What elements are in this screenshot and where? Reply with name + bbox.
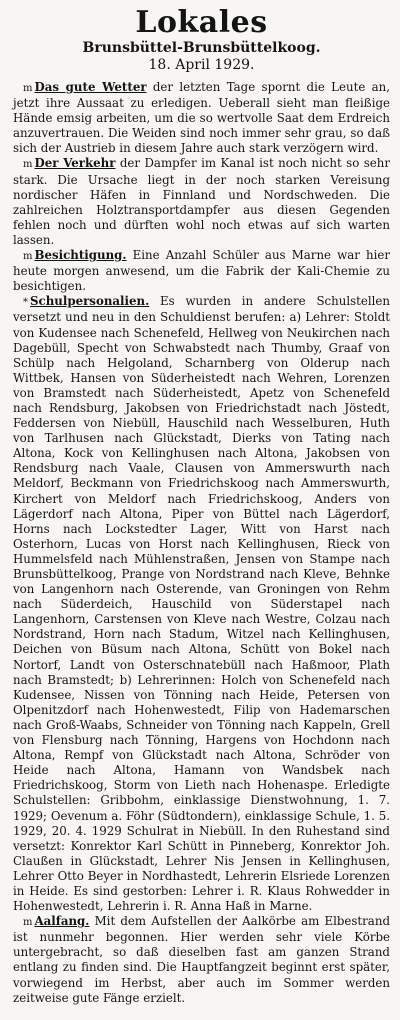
- paragraph-marker: m: [23, 159, 33, 171]
- paragraph-marker: m: [23, 917, 33, 929]
- section-heading: Lokales: [135, 5, 268, 40]
- issue-date: 18. April 1929.: [148, 57, 255, 73]
- dateline: Brunsbüttel-Brunsbüttelkoog.: [82, 40, 321, 56]
- paragraph-lead: Das gute Wetter: [34, 80, 147, 94]
- paragraph-traffic: [13, 156, 390, 248]
- article-body: [13, 80, 390, 1006]
- paragraph-marker: *: [23, 297, 28, 309]
- paragraph-school-personnel: [13, 294, 390, 914]
- paragraph-lead: Schulpersonalien.: [30, 294, 150, 309]
- paragraph-text: Mit dem Aufstellen der Aalkörbe am Elbestrand ist nunmehr begonnen. Hier werden sehr viele Körbe untergebracht, so daß dieselben fast am ganzen Strand entlang zu finden sind. Die Hauptfangzeit beginnt erst später, vorwiegend im Herbst, aber auch im Sommer werden zeitweise gute Fänge erzielt.: [13, 914, 390, 1005]
- paragraph-lead: Aalfang.: [34, 914, 90, 929]
- paragraph-eel-fishing: [13, 914, 390, 1006]
- paragraph-lead: Besichtigung.: [34, 248, 127, 263]
- paragraph-text: Eine Anzahl Schüler aus Marne war hier heute morgen anwesend, um die Fabrik der Kali-Chemie zu besichtigen.: [13, 248, 390, 294]
- paragraph-marker: m: [23, 251, 33, 263]
- paragraph-text: der Dampfer im Kanal ist noch nicht so sehr stark. Die Ursache liegt in der noch starken Vereisung nordischer Häfen in Finnland und Nordschweden. Die zahlreichen Holztransportdampfer aus diesen Gegenden fehlen noch und dürften wohl noch etwas auf sich warten lassen.: [13, 156, 390, 247]
- paragraph-weather: [13, 80, 390, 156]
- paragraph-marker: m: [23, 83, 33, 94]
- paragraph-text: Es wurden in andere Schulstellen versetzt und neu in den Schuldienst berufen: a) Lehrer: Stoldt von Kudensee nach Schenefeld, Hellweg von Neukirchen nach Dagebüll, Specht von Schwabstedt nach Thumby, Graaf von Schülp nach Helgoland, Scharnberg von Olderup nach Wittbek, Hansen von Süderheistedt nach Wehren, Lorenzen von Bramstedt nach Süderheistedt, Apetz von Schenefeld nach Rendsburg, Jakobsen von Friedrichstadt nach Jöstedt, Feddersen von Niebüll, Hauschild nach Wesselburen, Huth von Tarlhusen nach Glückstadt, Dierks von Tating nach Altona, Kock von Kellinghusen nach Altona, Jakobsen von Rendsburg nach Vaale, Clausen von Ammerswurth nach Meldorf, Beckmann von Friedrichskoog nach Ammerswurth, Kirchert von Meldorf nach Friedrichskoog, Anders von Lägerdorf nach Altona, Piper von Büttel nach Lägerdorf, Horns nach Lockstedter Lager, Witt von Harst nach Osterhorn, Lucas von Horst nach Kellinghusen, Rieck von Hummelsfeld nach Mühlenstraßen, Jensen von Stampe nach Brunsbüttelkoog, Prange von Nordstrand nach Kleve, Behnke von Langenhorn nach Osterende, van Groningen von Rehm nach Süderdeich, Hauschild von Süderstapel nach Langenhorn, Carstensen von Kleve nach Westre, Colzau nach Nordstrand, Horn nach Stadum, Witzel nach Kellinghusen, Deichen von Büsum nach Altona, Schütt von Bokel nach Nortorf, Landt von Osterschnatebüll nach Haßmoor, Plath nach Bramstedt; b) Lehrerinnen: Holch von Schenefeld nach Kudensee, Nissen von Tönning nach Heide, Petersen von Olpenitzdorf nach Hohenwestedt, Filip von Hademarschen nach Groß-Waabs, Schneider von Tönning nach Kappeln, Grell von Flensburg nach Tönning, Hargens von Hochdonn nach Altona, Rempf von Glückstadt nach Altona, Schröder von Heide nach Altona, Hamann von Wandsbek nach Friedrichskoog, Storm von Lieth nach Hohenaspe. Erledigte Schulstellen: Gribbohm, einklassige Dienstwohnung, 1. 7. 1929; Oevenum a. Föhr (Südtondern), einklassige Schule, 1. 5. 1929, 20. 4. 1929 Schulrat in Niebüll. In den Ruhestand sind versetzt: Konrektor Karl Schütt in Pinneberg, Konrektor Joh. Claußen in Glückstadt, Lehrer Nis Jensen in Kellinghusen, Lehrer Otto Beyer in Nordhastedt, Lehrerin Elsriede Lorenzen in Heide. Es sind gestorben: Lehrer i. R. Klaus Rohwedder in Hohenwestedt, Lehrerin i. R. Anna Haß in Marne.: [13, 294, 390, 914]
- paragraph-text: der letzten Tage spornt die Leute an, jetzt ihre Aussaat zu erledigen. Ueberall sieht man fleißige Hände emsig arbeiten, um die so wertvolle Saat dem Erdreich anzuvertrauen. Die Weiden sind noch immer sehr grau, so daß sich der Austrieb in diesem Jahre auch stark verzögern wird.: [13, 80, 390, 156]
- paragraph-visit: [13, 248, 390, 294]
- paragraph-lead: Der Verkehr: [34, 156, 116, 171]
